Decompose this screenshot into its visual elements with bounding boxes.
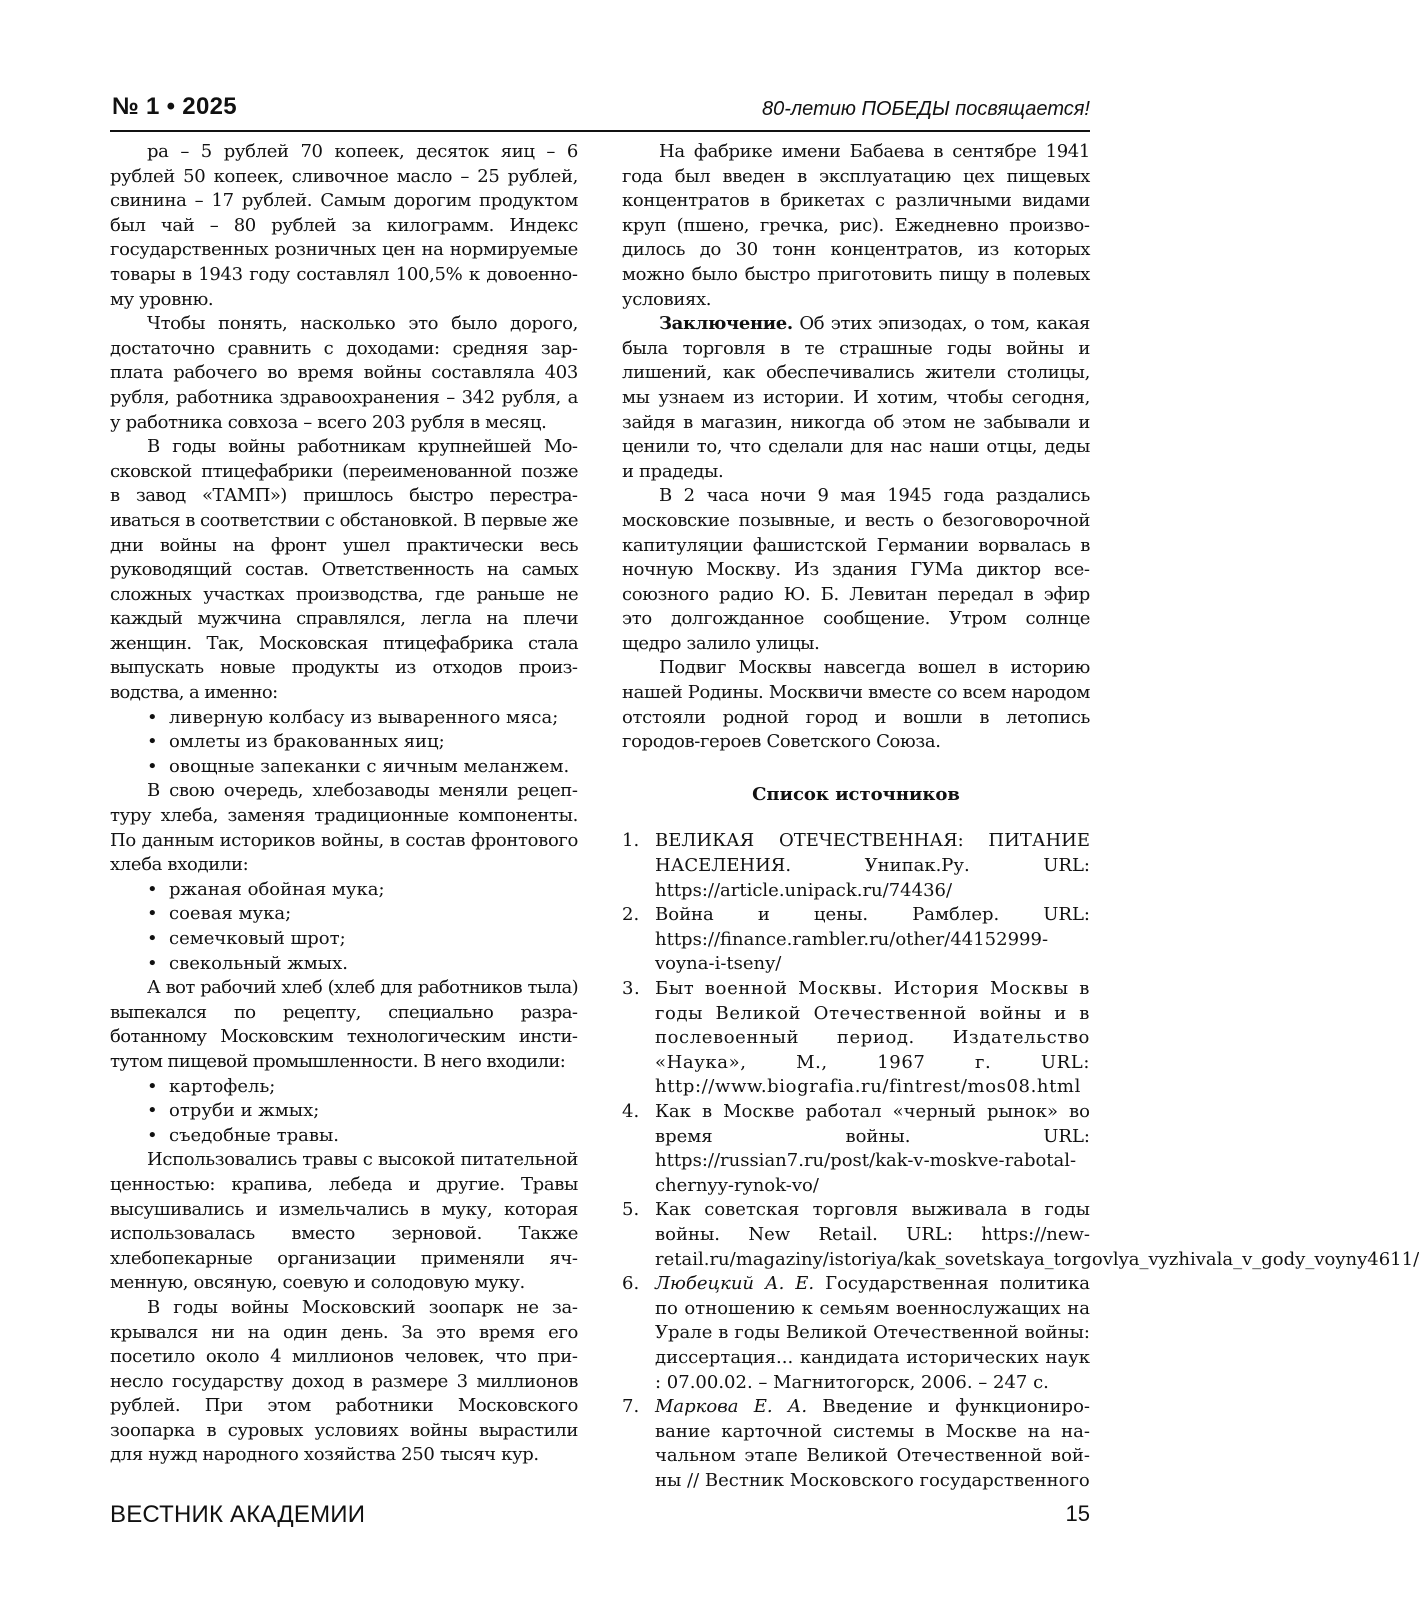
list-item: • соевая мука; [147,902,578,927]
paragraph: ра – 5 рублей 70 копеек, десяток яиц – 6 рублей 50 копеек, сливочное масло – 25 рублей, свинина – 17 рублей. Самым дорогим продуктом был чай – 80 рублей за килограмм. Индекс государственных розничных цен на нормируемые товары в 1943 году составлял 100,5% к довоенному уровню. [110,141,578,310]
source-text: Как советская торговля выживала в годы войны. New Retail. URL: https://new-retail.ru/magaziny/istoriya/kak_sovetskaya_torgovlya_vyzhivala_v_gody_voyny4611/ [655,1199,1419,1270]
list-item: • отруби и жмых; [147,1099,578,1124]
list-item: • свекольный жмых. [147,952,578,977]
paragraph: Чтобы понять, насколько это было дорого, достаточно сравнить с доходами: средняя зарплата рабочего во время войны составляла 403 рубля, работника здравоохранения – 342 рубля, а у работника совхоза – всего 203 рубля в месяц. [110,313,578,433]
journal-name: ВЕСТНИК АКАДЕМИИ [110,1501,366,1528]
bulleted-list [110,878,578,976]
list-item: • картофель; [147,1075,578,1100]
paragraph: В годы войны Московский зоопарк не закрывался ни на один день. За это время его посетило около 4 миллионов человек, что принесло государству доход в размере 3 миллионов рублей. При этом работники Московского зоопарка в суровых условиях войны вырастили для нужд народного хозяйства 250 тысяч кур. [110,1296,578,1466]
paragraph: А вот рабочий хлеб (хлеб для работников тыла) выпекался по рецепту, специально разработанному Московским технологическим институтом пищевой промышленности. В него входили: [110,977,578,1072]
source-author: Любецкий А. Е. [655,1273,815,1295]
source-number: 1. [622,830,640,852]
list-item: • ржаная обойная мука; [147,878,578,903]
page-number: 15 [1065,1501,1090,1526]
source-number: 6. [622,1273,640,1295]
list-item: • семечковый шрот; [147,927,578,952]
source-text: Война и цены. Рамблер. URL: https://finance.rambler.ru/other/44152999-voyna-i-tseny/ [655,904,1090,975]
right-column [622,140,1419,1493]
list-item: • овощные запеканки с яичным меланжем. [147,755,578,780]
source-number: 7. [622,1396,640,1418]
conclusion-label: Заключение. [659,313,793,335]
bulleted-list [110,1075,578,1149]
source-author: Маркова Е. А. [655,1396,808,1418]
list-item: • съедобные травы. [147,1124,578,1149]
source-text: Введение и функционирование карточной системы в Москве на начальном этапе Великой Отечественной войны // Вестник Московского государственного [655,1396,1090,1491]
source-item [622,977,1090,1100]
paragraph: В свою очередь, хлебозаводы меняли рецептуру хлеба, заменяя традиционные компоненты. По данным историков войны, в состав фронтового хлеба входили: [110,780,578,876]
source-text: Как в Москве работал «черный рынок» во время войны. URL: https://russian7.ru/post/kak-v-moskve-rabotal-chernyy-rynok-vo/ [655,1100,1090,1196]
source-item [622,1395,1090,1493]
source-item [622,903,1090,977]
sources-heading: Список источников [752,783,960,805]
sources-list [622,829,1419,1493]
conclusion-paragraph [622,312,1090,484]
source-number: 5. [622,1199,640,1221]
list-item: • омлеты из бракованных яиц; [147,730,578,755]
source-text: Быт военной Москвы. История Москвы в годы Великой Отечественной войны и в послевоенный период. Издательство «Наука», М., 1967 г. URL: http://www.biografia.ru/fintrest/mos08.html [655,978,1090,1098]
paragraph: Использовались травы с высокой питательной ценностью: крапива, лебеда и другие. Травы высушивались и измельчались в муку, которая использовалась вместо зерновой. Также хлебопекарные организации применяли ячменную, овсяную, соевую и солодовую муку. [110,1149,578,1294]
source-text: ВЕЛИКАЯ ОТЕЧЕСТВЕННАЯ: ПИТАНИЕ НАСЕЛЕНИЯ. Унипак.Ру. URL: https://article.unipack.ru/74436/ [655,830,1090,901]
source-item [622,1198,1419,1272]
paragraph: В годы войны работникам крупнейшей Московской птицефабрики (переименованной позже в завод «ТАМП») пришлось быстро перестраиваться в соответствии с обстановкой. В первые же дни войны на фронт ушел практически весь руководящий состав. Ответственность на самых сложных участках производства, где раньше не каждый мужчина справлялся, легла на плечи женщин. Так, Московская птицефабрика стала выпускать новые продукты из отходов производства, а именно: [110,436,578,704]
source-number: 4. [622,1100,640,1122]
source-number: 3. [622,978,641,999]
paragraph: В 2 часа ночи 9 мая 1945 года раздались московские позывные, и весть о безоговорочной капитуляции фашистской Германии ворвалась в ночную Москву. Из здания ГУМа диктор всесоюзного радио Ю. Б. Левитан передал в эфир это долгожданное сообщение. Утром солнце щедро залило улицы. [622,485,1090,654]
issue-number: № 1 • 2025 [112,93,237,120]
dedication-banner: 80-летию ПОБЕДЫ посвящается! [762,98,1090,120]
header-divider [110,130,1090,132]
left-column [110,140,578,1468]
list-item: • ливерную колбасу из вываренного мяса; [147,706,578,731]
paragraph: Подвиг Москвы навсегда вошел в историю нашей Родины. Москвичи вместе со всем народом отстояли родной город и вошли в летопись городов-героев Советского Союза. [622,657,1090,753]
paragraph: На фабрике имени Бабаева в сентябре 1941 года был введен в эксплуатацию цех пищевых концентратов в брикетах с различными видами круп (пшено, гречка, рис). Ежедневно производилось до 30 тонн концентратов, из которых можно было быстро приготовить пищу в полевых условиях. [622,141,1090,310]
source-number: 2. [622,904,640,926]
source-item [622,1100,1090,1198]
source-item [622,829,1090,903]
source-text: Государственная политика по отношению к семьям военнослужащих на Урале в годы Великой Отечественной войны: диссертация... кандидата исторических наук : 07.00.02. – Магнитогорск, 2006. – 247 с. [655,1273,1090,1393]
source-item [622,1272,1090,1395]
bulleted-list [110,706,578,780]
conclusion-text: Об этих эпизодах, о том, какая была торговля в те страшные годы войны и лишений, как обеспечивались жители столицы, мы узнаем из истории. И хотим, чтобы сегодня, зайдя в магазин, никогда об этом не забывали и ценили то, что сделали для нас наши отцы, деды и прадеды. [622,313,1091,482]
